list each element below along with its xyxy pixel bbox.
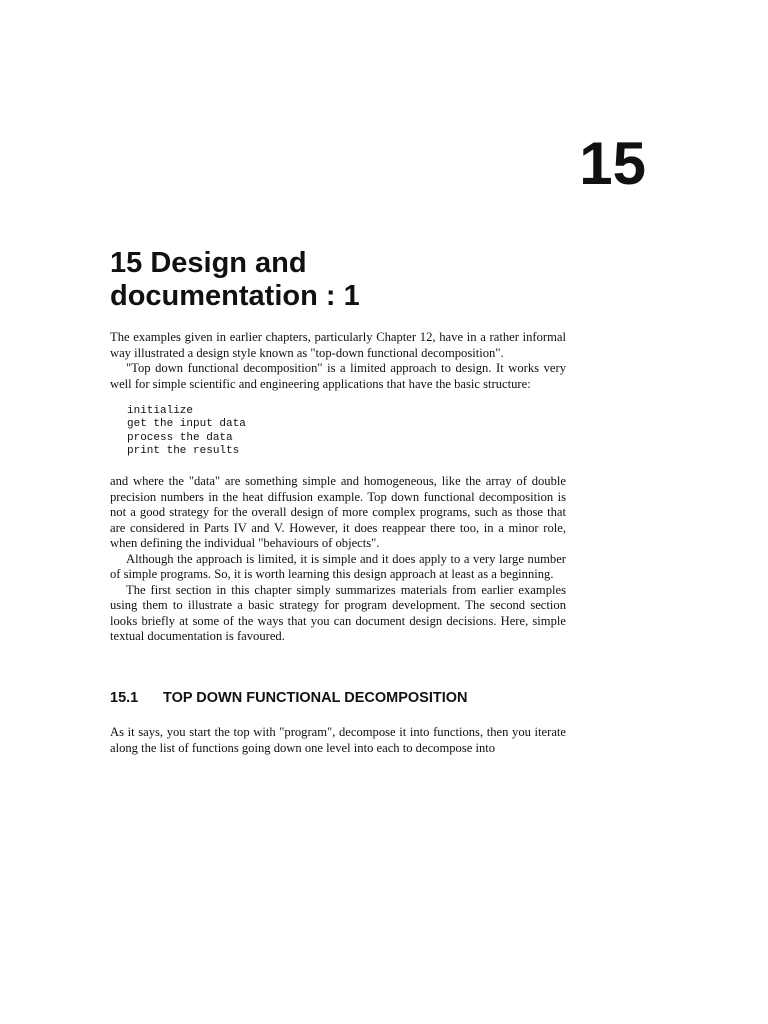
intro-paragraph-1: The examples given in earlier chapters, particularly Chapter 12, have in a rather informal way illustrated a design style known as "top-down functional decomposition". <box>110 330 566 360</box>
code-line: print the results <box>127 445 240 458</box>
section-paragraph-1: As it says, you start the top with "program", decompose it into functions, then you iterate along the list of functions going down one level into each to decompose into <box>110 725 566 755</box>
section-text <box>110 725 566 756</box>
section-heading <box>110 689 468 707</box>
chapter-title-line-2: documentation : 1 <box>110 280 360 312</box>
body-text <box>110 474 566 645</box>
chapter-number: 15 <box>579 130 646 197</box>
code-line: initialize <box>127 405 194 417</box>
section-number: 15.1 <box>110 690 139 706</box>
code-block <box>127 405 246 459</box>
intro-text <box>110 330 566 392</box>
chapter-title-line-1: 15 Design and <box>110 247 307 279</box>
body-paragraph-3: The first section in this chapter simply summarizes materials from earlier examples using them to illustrate a basic strategy for program development. The second section looks briefly at some of the ways that you can document design decisions. Here, simple textual documentation is favoured. <box>110 582 566 643</box>
intro-paragraph-2: "Top down functional decomposition" is a limited approach to design. It works very well for simple scientific and engineering applications that have the basic structure: <box>110 361 566 391</box>
section-title: TOP DOWN FUNCTIONAL DECOMPOSITION <box>163 690 468 706</box>
body-paragraph-2: Although the approach is limited, it is simple and it does apply to a very large number of simple programs. So, it is worth learning this design approach at least as a beginning. <box>110 551 566 581</box>
chapter-title <box>110 247 570 313</box>
code-line: process the data <box>127 431 233 444</box>
code-line: get the input data <box>127 418 246 431</box>
body-paragraph-1: and where the "data" are something simple and homogeneous, like the array of double precision numbers in the heat diffusion example. Top down functional decomposition is not a good strategy for the overall design of more complex programs, such as those that are considered in Parts IV and V. However, it does reappear there too, in a minor role, when defining the individual "behaviours of objects". <box>110 474 566 550</box>
